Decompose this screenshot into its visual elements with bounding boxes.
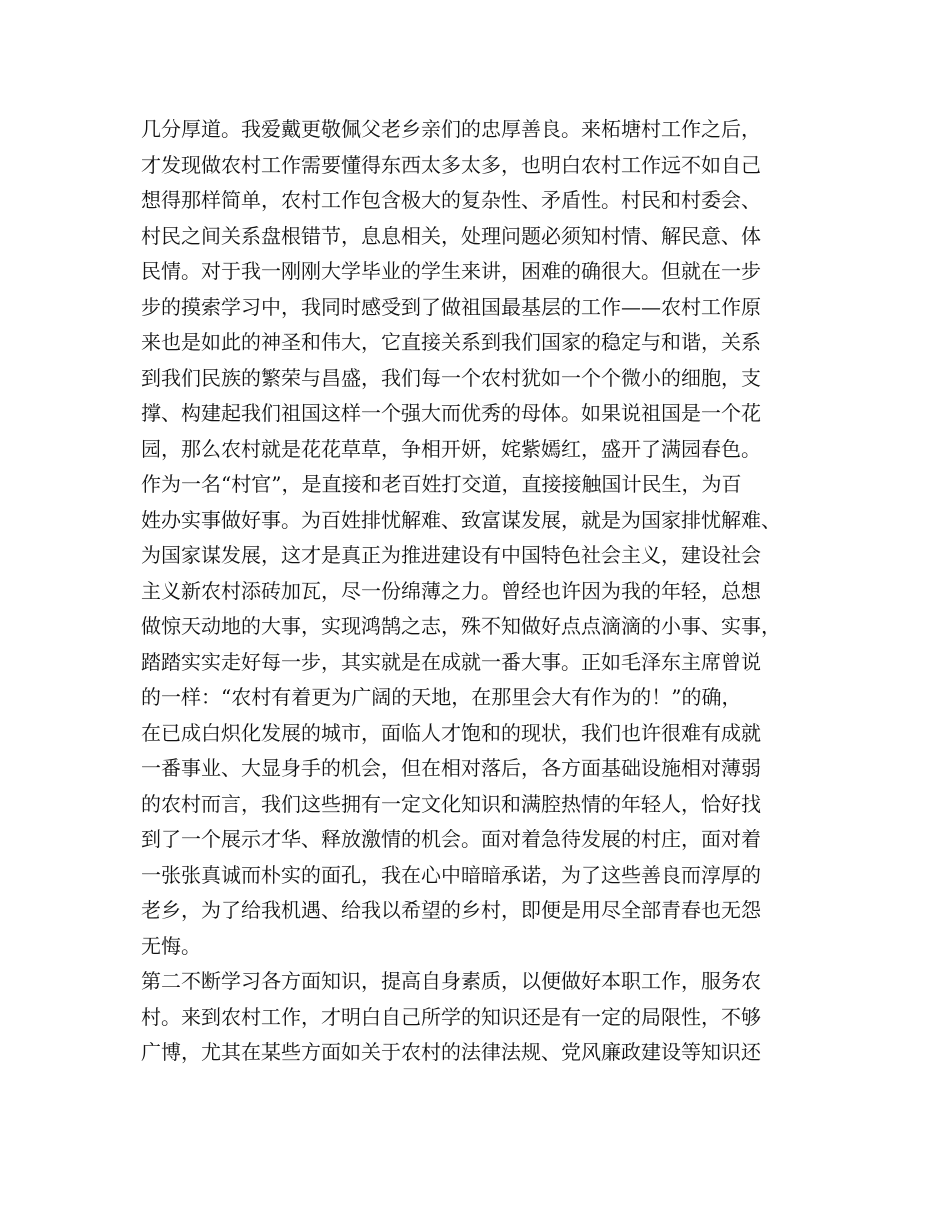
text-line: 村民之间关系盘根错节，息息相关，处理问题必须知村情、解民意、体 (141, 223, 761, 248)
text-line: 村。来到农村工作，才明白自己所学的知识还是有一定的局限性，不够 (141, 1004, 761, 1029)
text-line: 几分厚道。我爱戴更敬佩父老乡亲们的忠厚善良。来柘塘村工作之后， (141, 117, 761, 141)
text-line: 做惊天动地的大事，实现鸿鹄之志，殊不知做好点点滴滴的小事、实事， (141, 614, 781, 638)
text-line: 第二不断学习各方面知识，提高自身素质，以便做好本职工作，服务农 (141, 969, 761, 993)
text-line: 广博，尤其在某些方面如关于农村的法律法规、党风廉政建设等知识还 (141, 1040, 761, 1064)
text-line: 姓办实事做好事。为百姓排忧解难、致富谋发展，就是为国家排忧解难、 (141, 507, 781, 532)
text-line: 园，那么农村就是花花草草，争相开妍，姹紫嫣红，盛开了满园春色。 (141, 436, 761, 461)
text-line: 的一样：“农村有着更为广阔的天地，在那里会大有作为的！”的确， (141, 685, 742, 709)
text-line: 老乡，为了给我机遇、给我以希望的乡村，即便是用尽全部青春也无怨 (141, 898, 761, 922)
text-line: 步的摸索学习中，我同时感受到了做祖国最基层的工作——农村工作原 (141, 294, 761, 319)
text-line: 想得那样简单，农村工作包含极大的复杂性、矛盾性。村民和村委会、 (141, 188, 761, 212)
body-text (141, 112, 831, 1071)
text-line: 一张张真诚而朴实的面孔，我在心中暗暗承诺，为了这些善良而淳厚的 (141, 862, 761, 887)
text-line: 作为一名“村官”，是直接和老百姓打交道，直接接触国计民生，为百 (141, 472, 742, 496)
text-line: 无悔。 (141, 933, 201, 958)
text-line: 主义新农村添砖加瓦，尽一份绵薄之力。曾经也许因为我的年轻，总想 (141, 578, 761, 603)
text-line: 的农村而言，我们这些拥有一定文化知识和满腔热情的年轻人，恰好找 (141, 791, 761, 816)
text-line: 到我们民族的繁荣与昌盛，我们每一个农村犹如一个个微小的细胞，支 (141, 365, 761, 390)
text-line: 踏踏实实走好每一步，其实就是在成就一番大事。正如毛泽东主席曾说 (141, 649, 761, 674)
text-line: 到了一个展示才华、释放激情的机会。面对着急待发展的村庄，面对着 (141, 827, 761, 851)
text-line: 为国家谋发展，这才是真正为推进建设有中国特色社会主义，建设社会 (141, 543, 761, 567)
text-line: 撑、构建起我们祖国这样一个强大而优秀的母体。如果说祖国是一个花 (141, 401, 761, 425)
text-line: 才发现做农村工作需要懂得东西太多太多，也明白农村工作远不如自己 (141, 152, 761, 177)
text-line: 来也是如此的神圣和伟大，它直接关系到我们国家的稳定与和谐，关系 (141, 330, 761, 354)
text-line: 一番事业、大显身手的机会，但在相对落后，各方面基础设施相对薄弱 (141, 756, 761, 780)
text-line: 在已成白炽化发展的城市，面临人才饱和的现状，我们也许很难有成就 (141, 720, 761, 745)
text-line: 民情。对于我一刚刚大学毕业的学生来讲，困难的确很大。但就在一步 (141, 259, 761, 283)
